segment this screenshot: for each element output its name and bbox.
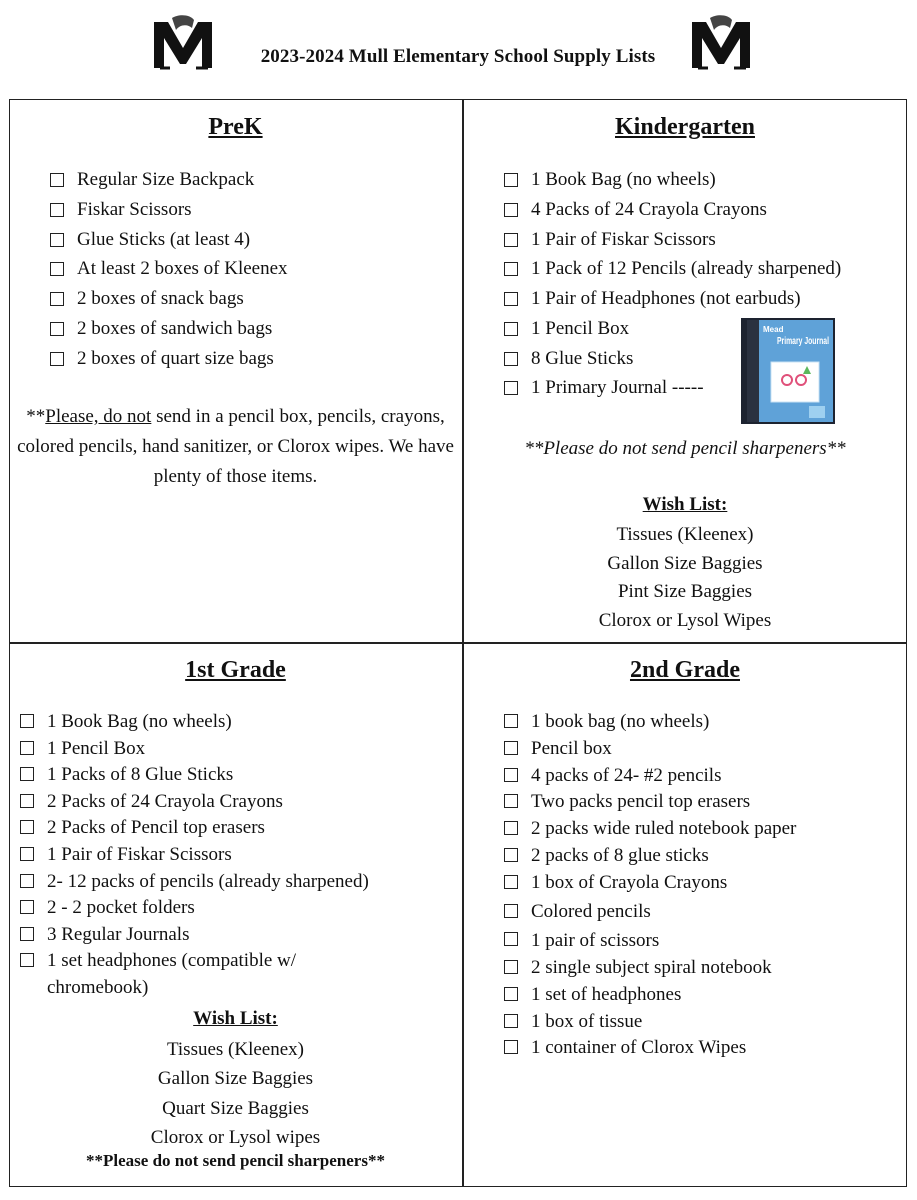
prek-items: [50, 168, 450, 376]
prek-note: **Please, do not send in a pencil box, pencils, crayons, colored pencils, hand sanitizer, or Clorox wipes. We have plenty of those items.: [17, 406, 454, 487]
checkbox[interactable]: [504, 821, 518, 835]
list-item: 1 Pencil Box: [504, 317, 904, 341]
grade1-wish-list: [9, 1035, 462, 1152]
list-item: 1 Pair of Fiskar Scissors: [504, 228, 904, 252]
grade2-section: [463, 643, 907, 1187]
list-item: 4 Packs of 24 Crayola Crayons: [504, 198, 904, 222]
journal-label: Primary Journal: [777, 336, 830, 347]
list-item: Regular Size Backpack: [50, 168, 450, 192]
list-item: Tissues (Kleenex): [616, 524, 754, 545]
list-item: 1 pair of scissors: [504, 927, 904, 956]
checkbox[interactable]: [504, 932, 518, 946]
checkbox[interactable]: [504, 741, 518, 755]
list-item: 2 packs wide ruled notebook paper: [504, 816, 904, 843]
checkbox[interactable]: [50, 233, 64, 247]
list-item: 1 Pack of 12 Pencils (already sharpened): [504, 257, 904, 281]
list-item: 2 packs of 8 glue sticks: [504, 843, 904, 870]
list-item: 1 Book Bag (no wheels): [20, 709, 440, 736]
checkbox[interactable]: [504, 352, 518, 366]
list-item: Pencil box: [504, 736, 904, 763]
list-item: 1 box of Crayola Crayons: [504, 870, 904, 897]
list-item: Colored pencils: [504, 897, 904, 927]
list-item: Quart Size Baggies: [162, 1097, 309, 1119]
document-title: 2023-2024 Mull Elementary School Supply Lists: [260, 46, 656, 67]
kindergarten-items: [504, 168, 904, 406]
list-item: 1 Pencil Box: [20, 736, 440, 763]
list-item: 1 box of tissue: [504, 1009, 904, 1036]
checkbox[interactable]: [504, 173, 518, 187]
checkbox[interactable]: [20, 714, 34, 728]
checkbox[interactable]: [504, 904, 518, 918]
checkbox[interactable]: [50, 352, 64, 366]
checkbox[interactable]: [504, 292, 518, 306]
list-item: At least 2 boxes of Kleenex: [50, 257, 450, 281]
list-item: Clorox or Lysol Wipes: [598, 609, 772, 631]
checkbox[interactable]: [20, 847, 34, 861]
checkbox[interactable]: [504, 714, 518, 728]
list-item: 1 set headphones (compatible w/ chromebook): [20, 948, 347, 1001]
list-item: 2- 12 packs of pencils (already sharpened): [20, 869, 440, 896]
checkbox[interactable]: [504, 987, 518, 1001]
grade1-note: **Please do not send pencil sharpeners**: [86, 1151, 385, 1170]
prek-section: [9, 100, 462, 642]
list-item: 2 Packs of 24 Crayola Crayons: [20, 789, 440, 816]
list-item: Pint Size Baggies: [617, 581, 753, 602]
grade2-title: 2nd Grade: [629, 657, 740, 683]
grade2-items: [504, 709, 904, 1062]
kindergarten-note: **Please do not send pencil sharpeners**: [524, 438, 846, 459]
checkbox[interactable]: [504, 233, 518, 247]
kindergarten-section: [463, 100, 907, 642]
checkbox[interactable]: [20, 820, 34, 834]
kindergarten-title: Kindergarten: [615, 114, 755, 140]
list-item: 2 - 2 pocket folders: [20, 895, 440, 922]
list-item: 2 Packs of Pencil top erasers: [20, 815, 440, 842]
checkbox[interactable]: [20, 741, 34, 755]
list-item: Gallon Size Baggies: [157, 1068, 314, 1090]
grade1-items: [20, 709, 440, 1002]
list-item: 1 Book Bag (no wheels): [504, 168, 904, 192]
checkbox[interactable]: [50, 262, 64, 276]
checkbox[interactable]: [20, 953, 34, 967]
checkbox[interactable]: [504, 875, 518, 889]
checkbox[interactable]: [504, 1014, 518, 1028]
checkbox[interactable]: [20, 874, 34, 888]
kindergarten-wish-list: [463, 521, 907, 635]
page-header: [0, 0, 917, 100]
list-item: Glue Sticks (at least 4): [50, 228, 450, 252]
checkbox[interactable]: [50, 173, 64, 187]
list-item: 4 packs of 24- #2 pencils: [504, 763, 904, 790]
list-item: Gallon Size Baggies: [607, 552, 763, 574]
list-item: 3 Regular Journals: [20, 922, 440, 949]
grade1-title: 1st Grade: [185, 657, 286, 683]
checkbox[interactable]: [504, 1040, 518, 1054]
grade1-wish-title: Wish List:: [193, 1008, 278, 1029]
list-item: 2 boxes of sandwich bags: [50, 317, 450, 341]
grade1-section: [9, 643, 462, 1187]
checkbox[interactable]: [504, 322, 518, 336]
list-item: Fiskar Scissors: [50, 198, 450, 222]
checkbox[interactable]: [20, 767, 34, 781]
checkbox[interactable]: [504, 203, 518, 217]
checkbox[interactable]: [504, 794, 518, 808]
kindergarten-wish-title: Wish List:: [642, 494, 728, 515]
checkbox[interactable]: [50, 322, 64, 336]
list-item: Two packs pencil top erasers: [504, 789, 904, 816]
checkbox[interactable]: [50, 292, 64, 306]
list-item: 1 container of Clorox Wipes: [504, 1035, 904, 1062]
checkbox[interactable]: [20, 927, 34, 941]
checkbox[interactable]: [20, 900, 34, 914]
list-item: 1 Packs of 8 Glue Sticks: [20, 762, 440, 789]
checkbox[interactable]: [50, 203, 64, 217]
mustang-logo-left: [150, 14, 216, 74]
mustang-logo-right: [688, 14, 754, 74]
journal-brand: Mead: [763, 325, 784, 334]
checkbox[interactable]: [20, 794, 34, 808]
checkbox[interactable]: [504, 768, 518, 782]
list-item: 2 boxes of quart size bags: [50, 347, 450, 371]
checkbox[interactable]: [504, 848, 518, 862]
list-item: Tissues (Kleenex): [166, 1039, 305, 1060]
primary-journal-image: [741, 318, 835, 424]
list-item: 1 Pair of Fiskar Scissors: [20, 842, 440, 869]
list-item: 1 Primary Journal -----: [504, 376, 904, 400]
checkbox[interactable]: [504, 960, 518, 974]
list-item: 8 Glue Sticks: [504, 347, 904, 371]
list-item: Clorox or Lysol wipes: [150, 1126, 321, 1148]
checkbox[interactable]: [504, 381, 518, 395]
prek-title: PreK: [208, 114, 263, 140]
list-item: 1 book bag (no wheels): [504, 709, 904, 736]
checkbox[interactable]: [504, 262, 518, 276]
list-item: 1 Pair of Headphones (not earbuds): [504, 287, 904, 311]
list-item: 2 single subject spiral notebook: [504, 955, 904, 982]
list-item: 2 boxes of snack bags: [50, 287, 450, 311]
list-item: 1 set of headphones: [504, 982, 904, 1009]
